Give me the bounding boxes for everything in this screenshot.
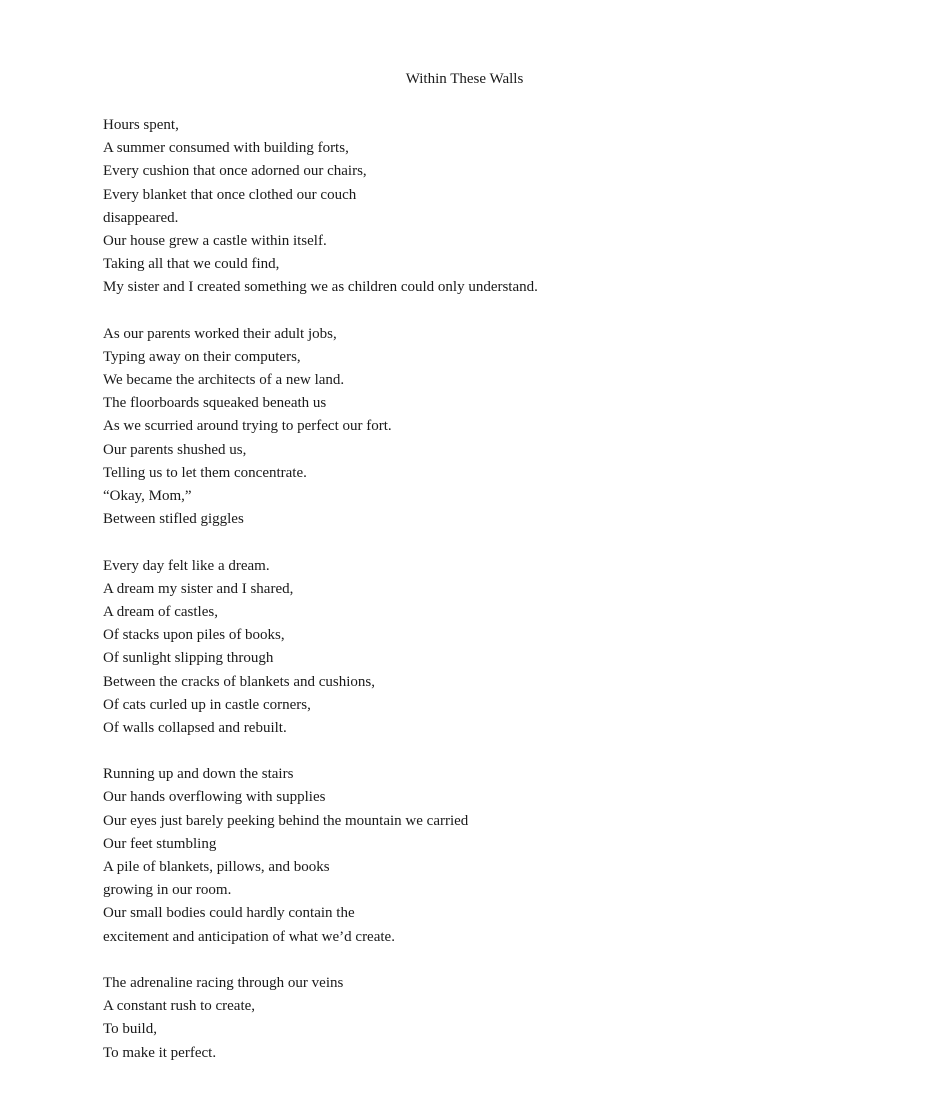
poem-body <box>103 114 863 1088</box>
poem-line: “Okay, Mom,” <box>103 488 192 504</box>
poem-line: Our small bodies could hardly contain the <box>103 905 355 922</box>
poem-line: Of walls collapsed and rebuilt. <box>103 719 287 736</box>
poem-line: The floorboards squeaked beneath us <box>103 395 327 412</box>
poem-line: Between stifled giggles <box>103 511 244 528</box>
poem-line: We became the architects of a new land. <box>103 372 345 389</box>
poem-line: Typing away on their computers, <box>103 348 301 365</box>
poem-line: Our feet stumbling <box>103 835 217 852</box>
poem-line: A pile of blankets, pillows, and books <box>103 859 330 875</box>
poem-line: Running up and down the stairs <box>103 766 294 783</box>
poem-line: Every blanket that once clothed our couch <box>103 186 357 203</box>
poem-line: A summer consumed with building forts, <box>103 140 349 157</box>
poem-line: Taking all that we could find, <box>103 256 280 273</box>
poem-line: growing in our room. <box>103 882 232 899</box>
stanza-5 <box>103 972 863 1065</box>
poem-line: Our eyes just barely peeking behind the mountain we carried <box>103 812 469 829</box>
poem-line: Our hands overflowing with supplies <box>103 789 326 806</box>
poem-line: Our parents shushed us, <box>103 441 247 458</box>
poem-line: As our parents worked their adult jobs, <box>103 325 337 342</box>
poem-title: Within These Walls <box>405 71 524 87</box>
stanza-3 <box>103 555 863 741</box>
stanza-4 <box>103 763 863 949</box>
poem-line: Every day felt like a dream. <box>103 557 270 574</box>
poem-line: Of sunlight slipping through <box>103 650 274 667</box>
poem-line: As we scurried around trying to perfect our fort. <box>103 418 392 435</box>
poem-line: My sister and I created something we as children could only understand. <box>103 279 538 296</box>
poem-line: excitement and anticipation of what we’d create. <box>103 928 395 945</box>
stanza-2 <box>103 323 863 532</box>
poem-line: A dream of castles, <box>103 603 218 620</box>
stanza-1 <box>103 114 863 300</box>
poem-line: disappeared. <box>103 209 179 226</box>
poem-line: Our house grew a castle within itself. <box>103 232 327 249</box>
poem-line: Of stacks upon piles of books, <box>103 627 285 644</box>
poem-line: The adrenaline racing through our veins <box>103 974 344 991</box>
poem-line: Every cushion that once adorned our chairs, <box>103 163 367 180</box>
poem-line: Between the cracks of blankets and cushions, <box>103 673 375 690</box>
poem-line: Hours spent, <box>103 117 179 133</box>
poem-line: To make it perfect. <box>103 1044 217 1061</box>
poem-line: A constant rush to create, <box>103 998 256 1015</box>
poem-line: Of cats curled up in castle corners, <box>103 696 311 713</box>
poem-line: Telling us to let them concentrate. <box>103 464 307 481</box>
poem-line: To build, <box>103 1021 157 1038</box>
poem-line: A dream my sister and I shared, <box>103 580 294 597</box>
